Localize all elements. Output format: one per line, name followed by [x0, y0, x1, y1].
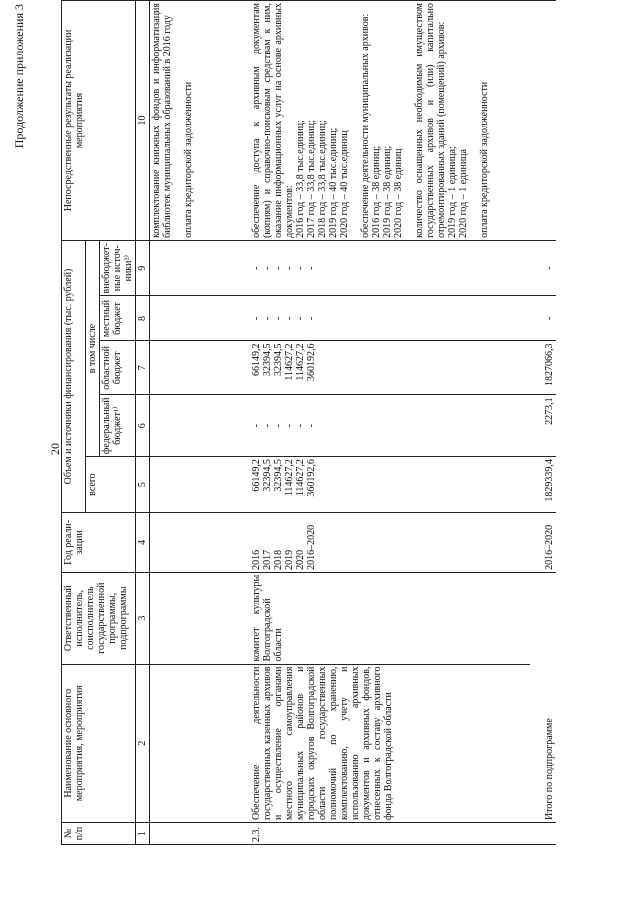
total-local: -: [530, 296, 556, 341]
continuation-label: Продолжение приложения 3: [12, 4, 26, 149]
col-num: 10: [136, 1, 150, 241]
col-num: 5: [136, 457, 150, 513]
row-years: 2016 2017 2018 2019 2020 2016–2020: [250, 513, 530, 573]
header-regional: областной бюджет: [100, 341, 136, 395]
header-local: местный бюджет: [100, 296, 136, 341]
row-extrabudget: - - - - - -: [250, 240, 530, 296]
page-number: 20: [48, 443, 62, 455]
total-row: [530, 1, 556, 845]
column-number-row: [136, 1, 150, 845]
result-text: оплата кредиторской задолженности: [183, 81, 194, 238]
result-text: комплектование книжных фондов и информатизация библиотек муниципальных образований в 2016 году: [151, 3, 173, 238]
result-text: количество оснащенных необходимым имуществом государственных архивов и (или) капитально отремонтированных зданий (помещений) архивов:: [413, 3, 447, 238]
total-sum: 1829339,4: [530, 457, 556, 513]
total-federal: 2273,1: [530, 395, 556, 457]
header-year: Год реали- зации: [62, 513, 136, 573]
row-results: обеспечение доступа к архивным документам (копиям) и справочно-поисковым средствам к ним, оказание информационных услуг на основе архивных документов: 2016 год – 33,8 тыс.единиц; 2017 год – 33,8 тыс.единиц; 2018 год – 33,8 тыс.единиц; 2019 год – 40 тыс.единиц; 2020 год – 40 тыс.единиц обеспечение деятельности муниципальных архивов: 2016 год – 38 единиц; 2019 год – 38 единиц; 2020 год – 38 единиц количество оснащенных необходимым имуществом государственных архивов и (или) капитально отремонтированных зданий (помещений) архивов: 2019 год – 1 единица; 2020 год – 1 единица оплата кредиторской задолженности: [250, 1, 530, 241]
total-regional: 1827066,3: [530, 341, 556, 395]
previous-item-continuation-row: [150, 1, 250, 845]
header-name: Наименование основного мероприятия, мероприятия: [62, 664, 136, 823]
col-num: 2: [136, 664, 150, 823]
results-cell-top: [150, 1, 250, 241]
result-text: обеспечение доступа к архивным документам (копиям) и справочно-поисковым средствам к ним, оказание информационных услуг на основе архивных документов:: [250, 3, 295, 238]
row-number: 2.3.: [250, 823, 530, 845]
header-funding: Объем и источники финансирования (тыс. рублей): [62, 240, 86, 512]
result-text: оплата кредиторской задолженности: [478, 81, 490, 238]
row-federal: - - - - - -: [250, 395, 530, 457]
header-results: Непосредственные результаты реализации мероприятия: [62, 1, 136, 241]
program-table: [61, 0, 556, 845]
header-executor: Ответственный исполнитель, соисполнитель государственной программы, подпрограммы: [62, 572, 136, 664]
total-label: Итого по подпрограмме: [530, 572, 556, 822]
header-including: в том числе: [86, 240, 100, 456]
col-num: 3: [136, 572, 150, 664]
col-num: 1: [136, 823, 150, 845]
header-extrabudget: внебюджет- ные источ- ники²⁾: [100, 240, 136, 296]
result-text: обеспечение деятельности муниципальных архивов:: [359, 13, 371, 238]
row-local: - - - - - -: [250, 296, 530, 341]
col-num: 4: [136, 513, 150, 573]
table-row-2-3: [250, 1, 530, 845]
row-totals: 66149,2 32394,5 32394,5 114627,2 114627,2 360192,6: [250, 457, 530, 513]
header-federal: федеральный бюджет¹⁾: [100, 395, 136, 457]
total-extrabudget: -: [530, 240, 556, 296]
header-row-1: [62, 1, 86, 845]
header-total: всего: [86, 457, 136, 513]
header-no: № п/п: [62, 823, 136, 845]
total-years: 2016–2020: [530, 513, 556, 573]
col-num: 9: [136, 240, 150, 296]
col-num: 7: [136, 341, 150, 395]
row-name: Обеспечение деятельности государственных казенных архивов и осуществление органами местного самоуправления муниципальных районов и городских округов Волгоградской области государственных полномочий по хранению, комплектованию, учету и использованию архивных документов и архивных фондов, отнесенных к составу архивного фонда Волгоградской области: [250, 664, 530, 823]
col-num: 6: [136, 395, 150, 457]
row-regional: 66149,2 32394,5 32394,5 114627,2 114627,2 360192,6: [250, 341, 530, 395]
row-executor: комитет культуры Волгоградской области: [250, 572, 530, 664]
col-num: 8: [136, 296, 150, 341]
